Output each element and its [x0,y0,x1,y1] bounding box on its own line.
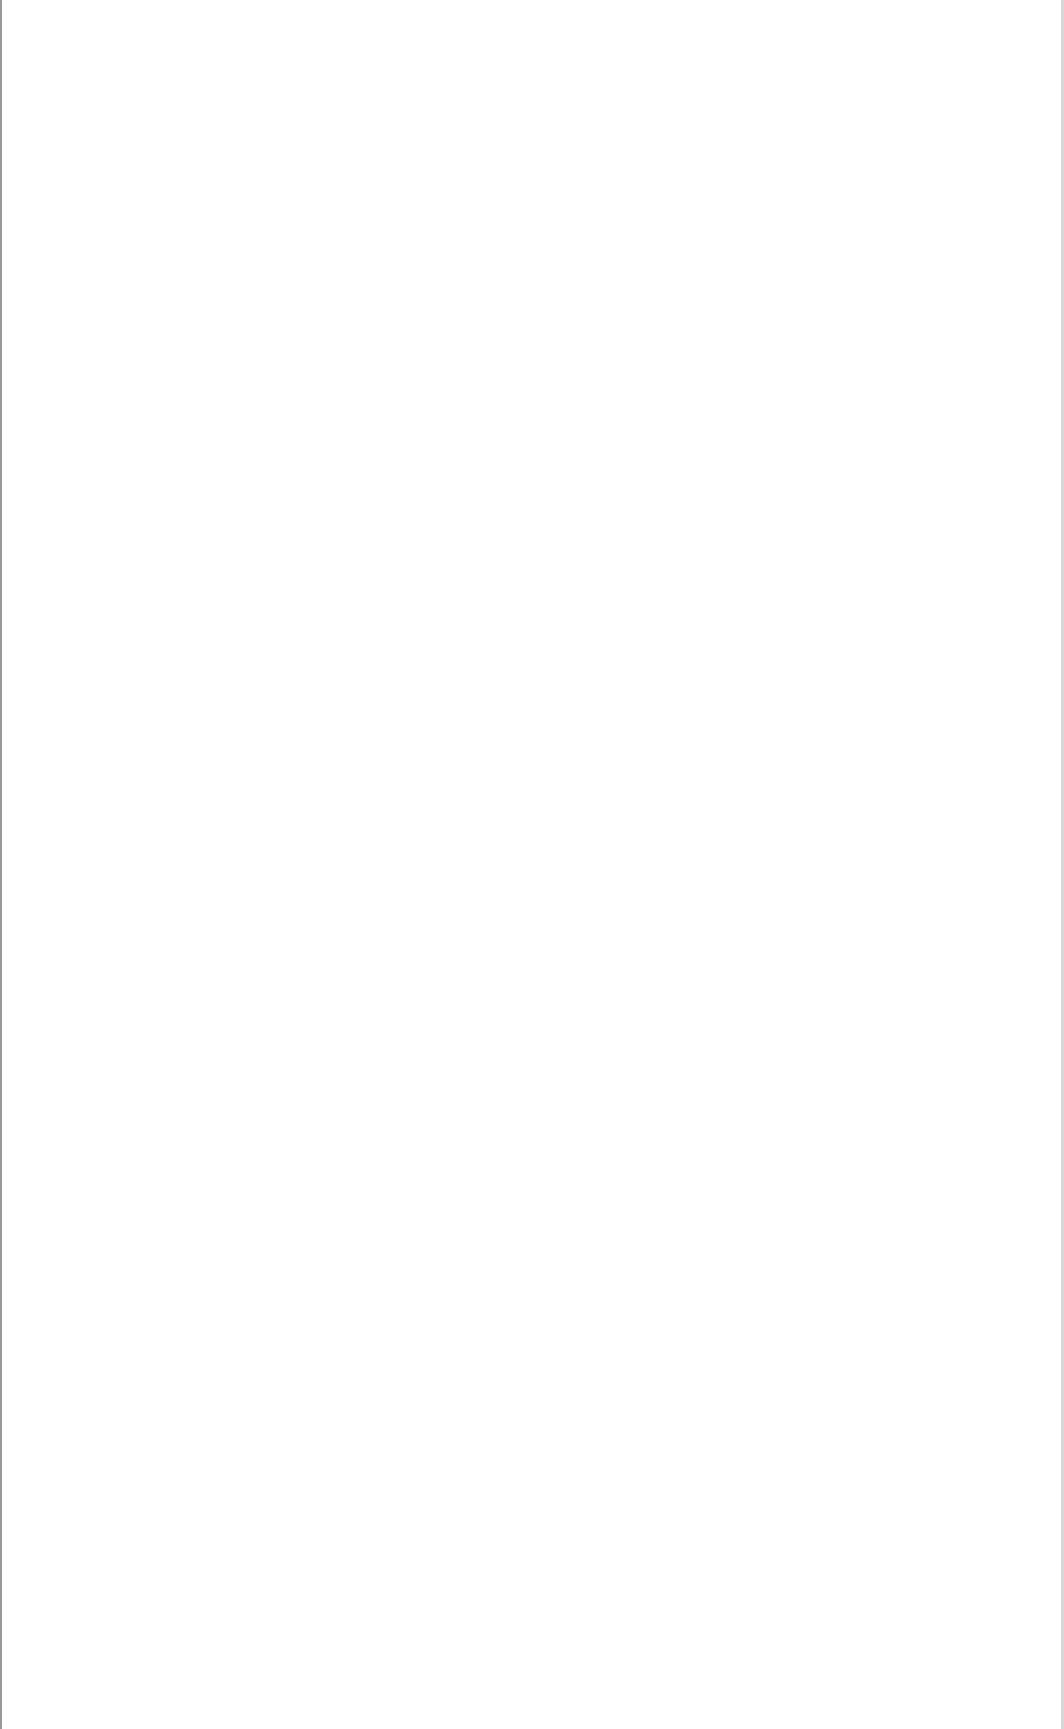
page-left-border [0,0,2,1729]
